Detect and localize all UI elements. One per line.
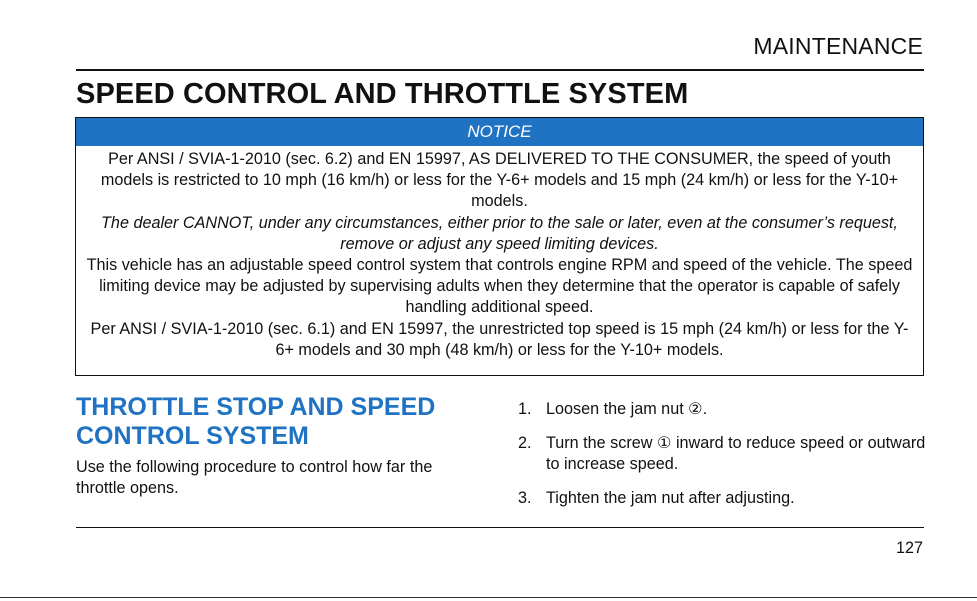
notice-label: NOTICE [76,118,923,146]
list-item [518,433,928,475]
page-number: 127 [895,539,923,557]
step-text: Turn the screw ① inward to reduce speed or outward to increase speed. [546,434,926,473]
section-header: MAINTENANCE [753,33,923,59]
bottom-rule [76,527,924,528]
list-item [518,399,928,420]
notice-paragraph-1: Per ANSI / SVIA-1-2010 (sec. 6.2) and EN 15997, AS DELIVERED TO THE CONSUMER, the speed of youth models is restricted to 10 mph (16 km/h) or less for the Y-6+ models and 15 mph (24 km/h) or less for the Y-10+ models. [100,150,899,211]
list-item [518,488,928,509]
top-rule [76,69,924,71]
step-text: Tighten the jam nut after adjusting. [546,489,795,507]
notice-box [75,117,924,376]
notice-paragraph-2: The dealer CANNOT, under any circumstances, either prior to the sale or later, even at the consumer’s request, remove or adjust any speed limiting devices. [101,213,898,253]
section-intro: Use the following procedure to control how far the throttle opens. [76,458,433,497]
notice-paragraph-3: This vehicle has an adjustable speed control system that controls engine RPM and speed of the vehicle. The speed limiting device may be adjusted by supervising adults when they determine that the operator is capable of safely handling additional speed. [86,256,913,317]
step-text: Loosen the jam nut ②. [546,400,708,418]
step-number: 3. [518,489,532,507]
notice-paragraph-4: Per ANSI / SVIA-1-2010 (sec. 6.1) and EN 15997, the unrestricted top speed is 15 mph (24 km/h) or less for the Y-6+ models and 30 mph (48 km/h) or less for the Y-10+ models. [90,319,909,359]
section-heading: THROTTLE STOP AND SPEED CONTROL SYSTEM [76,393,436,450]
notice-body [76,146,923,361]
page-title: SPEED CONTROL AND THROTTLE SYSTEM [76,78,689,110]
step-number: 2. [518,434,532,452]
step-number: 1. [518,400,532,418]
steps-list [518,399,928,522]
footer-rule [0,597,977,598]
